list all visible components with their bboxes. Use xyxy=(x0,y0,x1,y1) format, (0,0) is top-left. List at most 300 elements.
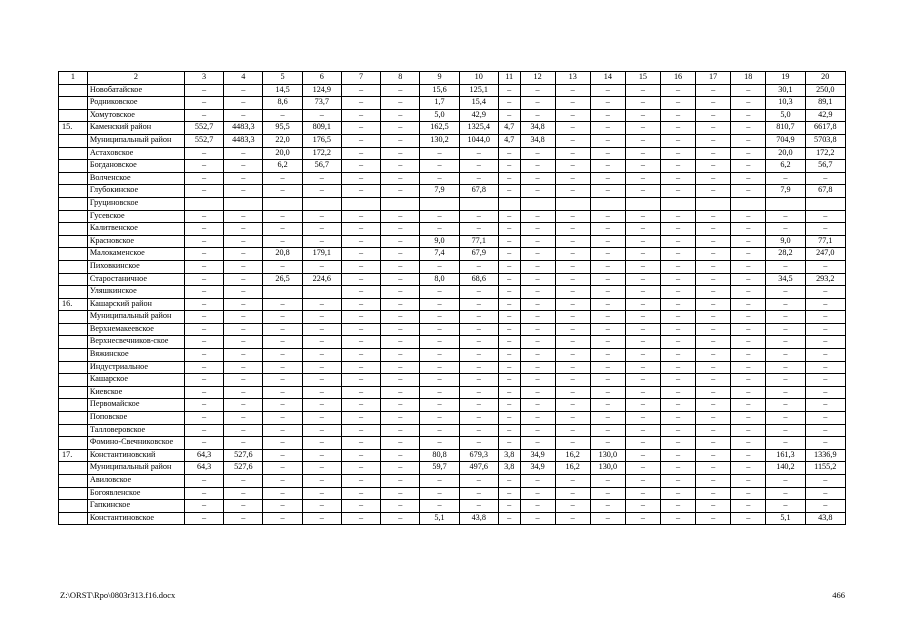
value-cell: – xyxy=(498,160,520,173)
value-cell: – xyxy=(459,147,498,160)
value-cell: – xyxy=(263,109,302,122)
value-cell: – xyxy=(696,260,731,273)
value-cell: – xyxy=(590,134,625,147)
value-cell: – xyxy=(302,323,341,336)
value-cell: – xyxy=(696,172,731,185)
value-cell: – xyxy=(731,147,766,160)
value-cell: – xyxy=(520,109,555,122)
row-number-cell xyxy=(59,109,88,122)
value-cell: – xyxy=(520,399,555,412)
territory-name-cell: Муниципальный район xyxy=(87,462,184,475)
value-cell: 67,8 xyxy=(459,185,498,198)
header-cell: 13 xyxy=(555,72,590,85)
header-cell: 19 xyxy=(766,72,805,85)
header-cell: 7 xyxy=(341,72,380,85)
value-cell: 5,0 xyxy=(766,109,805,122)
value-cell: – xyxy=(555,185,590,198)
value-cell: 5703,8 xyxy=(805,134,845,147)
value-cell: – xyxy=(341,172,380,185)
value-cell: – xyxy=(766,260,805,273)
value-cell: – xyxy=(420,399,459,412)
value-cell: 80,8 xyxy=(420,449,459,462)
value-cell: – xyxy=(731,462,766,475)
territory-name-cell: Пиховкинское xyxy=(87,260,184,273)
row-number-cell xyxy=(59,311,88,324)
value-cell: – xyxy=(660,160,695,173)
value-cell: – xyxy=(498,399,520,412)
value-cell: – xyxy=(660,399,695,412)
value-cell: – xyxy=(381,134,420,147)
value-cell: – xyxy=(184,336,223,349)
value-cell: – xyxy=(381,449,420,462)
value-cell: – xyxy=(696,361,731,374)
value-cell xyxy=(341,197,380,210)
value-cell: – xyxy=(766,424,805,437)
value-cell: – xyxy=(420,374,459,387)
value-cell: – xyxy=(341,248,380,261)
territory-name-cell: Хомутовское xyxy=(87,109,184,122)
value-cell: – xyxy=(590,386,625,399)
value-cell: 1044,0 xyxy=(459,134,498,147)
value-cell: – xyxy=(420,361,459,374)
value-cell: 4,7 xyxy=(498,122,520,135)
value-cell xyxy=(520,197,555,210)
row-number-cell xyxy=(59,512,88,525)
value-cell: – xyxy=(341,260,380,273)
value-cell: – xyxy=(696,487,731,500)
value-cell: – xyxy=(341,399,380,412)
value-cell: – xyxy=(263,374,302,387)
value-cell: – xyxy=(731,449,766,462)
value-cell: – xyxy=(341,349,380,362)
value-cell: 179,1 xyxy=(302,248,341,261)
value-cell: – xyxy=(381,349,420,362)
value-cell: – xyxy=(660,235,695,248)
value-cell: – xyxy=(625,260,660,273)
value-cell: – xyxy=(766,399,805,412)
value-cell: – xyxy=(381,273,420,286)
value-cell: 14,5 xyxy=(263,84,302,97)
value-cell: – xyxy=(498,273,520,286)
value-cell: 679,3 xyxy=(459,449,498,462)
value-cell: – xyxy=(555,424,590,437)
row-number-cell xyxy=(59,374,88,387)
value-cell: 7,4 xyxy=(420,248,459,261)
value-cell: – xyxy=(498,512,520,525)
value-cell: – xyxy=(555,172,590,185)
value-cell: – xyxy=(224,273,263,286)
value-cell: 140,2 xyxy=(766,462,805,475)
value-cell: – xyxy=(381,462,420,475)
value-cell: – xyxy=(263,298,302,311)
value-cell: – xyxy=(731,185,766,198)
value-cell: – xyxy=(590,412,625,425)
value-cell: – xyxy=(498,361,520,374)
row-number-cell xyxy=(59,412,88,425)
value-cell: – xyxy=(341,311,380,324)
value-cell: – xyxy=(498,172,520,185)
value-cell: – xyxy=(660,500,695,513)
value-cell: – xyxy=(302,235,341,248)
value-cell: – xyxy=(590,512,625,525)
value-cell: – xyxy=(625,273,660,286)
header-cell: 3 xyxy=(184,72,223,85)
territory-name-cell: Первомайское xyxy=(87,399,184,412)
value-cell: – xyxy=(381,84,420,97)
value-cell: – xyxy=(520,160,555,173)
value-cell: – xyxy=(184,273,223,286)
value-cell: – xyxy=(184,374,223,387)
value-cell: – xyxy=(625,248,660,261)
value-cell: – xyxy=(625,311,660,324)
value-cell: – xyxy=(555,475,590,488)
territory-name-cell: Кашарский район xyxy=(87,298,184,311)
header-row xyxy=(59,72,846,85)
value-cell: – xyxy=(459,500,498,513)
value-cell: 176,5 xyxy=(302,134,341,147)
value-cell: – xyxy=(660,210,695,223)
table-row xyxy=(59,437,846,450)
data-table xyxy=(58,71,846,525)
value-cell: – xyxy=(459,475,498,488)
value-cell: – xyxy=(302,462,341,475)
value-cell: 10,3 xyxy=(766,97,805,110)
header-cell: 1 xyxy=(59,72,88,85)
territory-name-cell: Талловеровское xyxy=(87,424,184,437)
value-cell: – xyxy=(224,286,263,299)
value-cell: – xyxy=(660,134,695,147)
value-cell: – xyxy=(555,298,590,311)
value-cell: – xyxy=(224,424,263,437)
value-cell: – xyxy=(731,172,766,185)
value-cell: – xyxy=(263,311,302,324)
value-cell: – xyxy=(766,412,805,425)
value-cell: – xyxy=(555,412,590,425)
value-cell: – xyxy=(381,323,420,336)
value-cell: – xyxy=(805,487,845,500)
value-cell: – xyxy=(302,298,341,311)
table-row xyxy=(59,512,846,525)
value-cell: – xyxy=(731,84,766,97)
value-cell: – xyxy=(420,260,459,273)
table-row xyxy=(59,500,846,513)
value-cell xyxy=(766,197,805,210)
table-row xyxy=(59,349,846,362)
value-cell: – xyxy=(555,260,590,273)
value-cell: 56,7 xyxy=(302,160,341,173)
value-cell: – xyxy=(341,286,380,299)
value-cell: 16,2 xyxy=(555,449,590,462)
territory-name-cell: Авиловское xyxy=(87,475,184,488)
value-cell: 9,0 xyxy=(766,235,805,248)
value-cell: – xyxy=(184,223,223,236)
value-cell: – xyxy=(555,311,590,324)
value-cell: – xyxy=(731,223,766,236)
value-cell: – xyxy=(420,424,459,437)
value-cell: – xyxy=(224,475,263,488)
value-cell: – xyxy=(555,374,590,387)
value-cell: – xyxy=(625,462,660,475)
value-cell: – xyxy=(696,311,731,324)
value-cell: – xyxy=(520,84,555,97)
value-cell: – xyxy=(555,97,590,110)
value-cell: – xyxy=(459,210,498,223)
value-cell: – xyxy=(184,210,223,223)
value-cell: – xyxy=(660,412,695,425)
value-cell: – xyxy=(660,84,695,97)
value-cell: – xyxy=(766,311,805,324)
value-cell: – xyxy=(184,500,223,513)
table-row xyxy=(59,412,846,425)
value-cell: – xyxy=(381,412,420,425)
value-cell: – xyxy=(696,185,731,198)
value-cell: – xyxy=(459,349,498,362)
value-cell: – xyxy=(459,336,498,349)
value-cell: 247,0 xyxy=(805,248,845,261)
value-cell: – xyxy=(625,349,660,362)
value-cell: – xyxy=(498,487,520,500)
value-cell: – xyxy=(420,412,459,425)
value-cell: – xyxy=(731,437,766,450)
value-cell: – xyxy=(184,512,223,525)
table-row xyxy=(59,172,846,185)
value-cell: – xyxy=(805,298,845,311)
value-cell: – xyxy=(805,374,845,387)
value-cell: 250,0 xyxy=(805,84,845,97)
value-cell: – xyxy=(302,399,341,412)
value-cell: – xyxy=(660,336,695,349)
value-cell: – xyxy=(520,248,555,261)
value-cell: – xyxy=(381,248,420,261)
value-cell: – xyxy=(660,475,695,488)
value-cell: – xyxy=(381,223,420,236)
header-cell: 9 xyxy=(420,72,459,85)
value-cell: – xyxy=(302,361,341,374)
value-cell xyxy=(498,197,520,210)
header-cell: 12 xyxy=(520,72,555,85)
value-cell: – xyxy=(498,223,520,236)
value-cell: – xyxy=(805,424,845,437)
value-cell: 95,5 xyxy=(263,122,302,135)
value-cell: 42,9 xyxy=(459,109,498,122)
value-cell: 34,5 xyxy=(766,273,805,286)
table-row xyxy=(59,487,846,500)
value-cell: – xyxy=(381,336,420,349)
value-cell: – xyxy=(520,147,555,160)
value-cell: – xyxy=(555,286,590,299)
value-cell: – xyxy=(590,349,625,362)
value-cell: 34,8 xyxy=(520,122,555,135)
table-row xyxy=(59,462,846,475)
territory-name-cell: Гапкинское xyxy=(87,500,184,513)
value-cell: – xyxy=(731,160,766,173)
value-cell: – xyxy=(263,512,302,525)
value-cell xyxy=(381,197,420,210)
value-cell: – xyxy=(459,437,498,450)
value-cell: – xyxy=(590,374,625,387)
value-cell: – xyxy=(731,512,766,525)
value-cell: – xyxy=(263,235,302,248)
value-cell: 130,0 xyxy=(590,449,625,462)
value-cell: – xyxy=(520,273,555,286)
value-cell: – xyxy=(625,374,660,387)
value-cell: – xyxy=(590,185,625,198)
table-row xyxy=(59,134,846,147)
value-cell: – xyxy=(224,172,263,185)
value-cell: 6617,8 xyxy=(805,122,845,135)
value-cell: – xyxy=(625,223,660,236)
value-cell: – xyxy=(696,462,731,475)
value-cell xyxy=(263,286,302,299)
value-cell: – xyxy=(302,424,341,437)
value-cell: 5,1 xyxy=(420,512,459,525)
value-cell: – xyxy=(381,210,420,223)
value-cell: – xyxy=(263,500,302,513)
value-cell: – xyxy=(805,412,845,425)
value-cell: – xyxy=(731,109,766,122)
value-cell: – xyxy=(731,298,766,311)
value-cell: – xyxy=(381,487,420,500)
value-cell: – xyxy=(302,475,341,488)
value-cell: – xyxy=(498,500,520,513)
value-cell: – xyxy=(420,147,459,160)
value-cell: – xyxy=(625,323,660,336)
value-cell: – xyxy=(224,437,263,450)
value-cell: – xyxy=(224,248,263,261)
value-cell: – xyxy=(341,361,380,374)
value-cell: – xyxy=(302,109,341,122)
value-cell: – xyxy=(696,374,731,387)
value-cell: 68,6 xyxy=(459,273,498,286)
value-cell: – xyxy=(555,160,590,173)
row-number-cell xyxy=(59,336,88,349)
value-cell: – xyxy=(498,298,520,311)
value-cell: – xyxy=(263,185,302,198)
header-cell: 6 xyxy=(302,72,341,85)
row-number-cell xyxy=(59,84,88,97)
value-cell: – xyxy=(459,311,498,324)
value-cell: – xyxy=(696,286,731,299)
territory-name-cell: Богоявленское xyxy=(87,487,184,500)
value-cell: – xyxy=(696,323,731,336)
value-cell xyxy=(625,197,660,210)
value-cell: – xyxy=(625,235,660,248)
value-cell: – xyxy=(420,349,459,362)
value-cell: – xyxy=(555,361,590,374)
table-row xyxy=(59,374,846,387)
value-cell: – xyxy=(731,260,766,273)
value-cell: – xyxy=(341,437,380,450)
value-cell: 4,7 xyxy=(498,134,520,147)
value-cell: – xyxy=(555,134,590,147)
value-cell: – xyxy=(805,349,845,362)
value-cell: 293,2 xyxy=(805,273,845,286)
value-cell: – xyxy=(590,248,625,261)
value-cell: – xyxy=(381,386,420,399)
value-cell: – xyxy=(555,109,590,122)
territory-name-cell: Муниципальный район xyxy=(87,311,184,324)
value-cell: – xyxy=(590,336,625,349)
value-cell: – xyxy=(459,286,498,299)
value-cell: – xyxy=(224,399,263,412)
value-cell: – xyxy=(731,399,766,412)
value-cell: – xyxy=(263,475,302,488)
value-cell: – xyxy=(459,412,498,425)
value-cell: – xyxy=(696,424,731,437)
row-number-cell xyxy=(59,260,88,273)
value-cell: – xyxy=(520,487,555,500)
value-cell: – xyxy=(660,248,695,261)
header-cell: 20 xyxy=(805,72,845,85)
value-cell: – xyxy=(184,172,223,185)
value-cell: – xyxy=(590,160,625,173)
value-cell: – xyxy=(555,512,590,525)
value-cell: – xyxy=(459,487,498,500)
value-cell: – xyxy=(381,286,420,299)
value-cell: – xyxy=(696,109,731,122)
value-cell: 28,2 xyxy=(766,248,805,261)
value-cell: 73,7 xyxy=(302,97,341,110)
territory-name-cell: Калитвенское xyxy=(87,223,184,236)
value-cell: – xyxy=(731,210,766,223)
value-cell: – xyxy=(498,286,520,299)
value-cell: – xyxy=(731,386,766,399)
value-cell: – xyxy=(459,386,498,399)
row-number-cell xyxy=(59,424,88,437)
value-cell: 125,1 xyxy=(459,84,498,97)
value-cell: – xyxy=(459,399,498,412)
value-cell: – xyxy=(498,437,520,450)
value-cell: 6,2 xyxy=(766,160,805,173)
table-header xyxy=(59,72,846,85)
value-cell: 552,7 xyxy=(184,134,223,147)
value-cell: – xyxy=(696,122,731,135)
value-cell: – xyxy=(590,210,625,223)
value-cell: – xyxy=(731,134,766,147)
value-cell: – xyxy=(184,97,223,110)
table-row xyxy=(59,248,846,261)
value-cell: 64,3 xyxy=(184,449,223,462)
value-cell: 3,8 xyxy=(498,449,520,462)
value-cell: – xyxy=(660,311,695,324)
value-cell: – xyxy=(590,399,625,412)
value-cell: – xyxy=(731,475,766,488)
value-cell: – xyxy=(555,84,590,97)
value-cell: – xyxy=(625,512,660,525)
value-cell: – xyxy=(590,223,625,236)
value-cell: – xyxy=(302,223,341,236)
header-cell: 14 xyxy=(590,72,625,85)
value-cell: – xyxy=(805,323,845,336)
value-cell: 42,9 xyxy=(805,109,845,122)
value-cell: – xyxy=(341,412,380,425)
table-row xyxy=(59,449,846,462)
value-cell: – xyxy=(696,399,731,412)
value-cell: – xyxy=(766,437,805,450)
value-cell: – xyxy=(520,412,555,425)
header-cell: 18 xyxy=(731,72,766,85)
territory-name-cell: Груциновское xyxy=(87,197,184,210)
value-cell: – xyxy=(555,223,590,236)
value-cell: – xyxy=(420,286,459,299)
value-cell: – xyxy=(520,210,555,223)
territory-name-cell: Верхнемакеевское xyxy=(87,323,184,336)
value-cell: – xyxy=(341,336,380,349)
value-cell: – xyxy=(341,160,380,173)
value-cell: – xyxy=(224,210,263,223)
value-cell: – xyxy=(520,500,555,513)
value-cell: – xyxy=(498,424,520,437)
